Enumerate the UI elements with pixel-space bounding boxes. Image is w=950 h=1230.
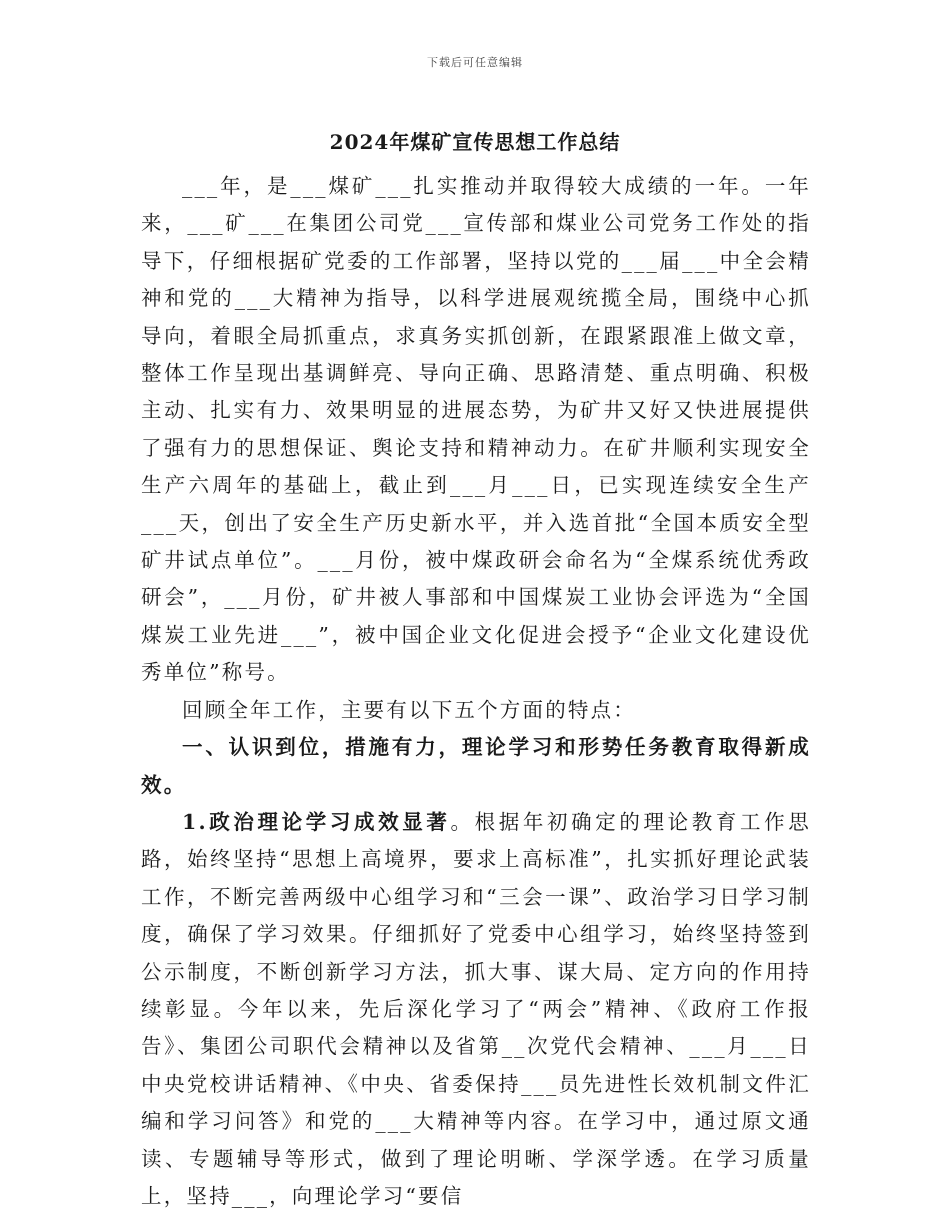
document-body [141,168,811,1215]
header-note: 下载后可任意编辑 [427,56,523,69]
intro-paragraph: ___年，是___煤矿___扎实推动并取得较大成绩的一年。一年来，___矿___在集团公司党___宣传部和煤业公司党务工作处的指导下，仔细根据矿党委的工作部署，坚持以党的___届___中全会精神和党的___大精神为指导，以科学进展观统揽全局，围绕中心抓导向，着眼全局抓重点，求真务实抓创新，在跟紧跟准上做文章，整体工作呈现出基调鲜亮、导向正确、思路清楚、重点明确、积极主动、扎实有力、效果明显的进展态势，为矿井又好又快进展提供了强有力的思想保证、舆论支持和精神动力。在矿井顺利实现安全生产六周年的基础上，截止到___月___日，已实现连续安全生产___天，创出了安全生产历史新水平，并入选首批“全国本质安全型矿井试点单位”。___月份，被中煤政研会命名为“全煤系统优秀政研会”，___月份，矿井被人事部和中国煤炭工业协会评选为“全国煤炭工业先进___”，被中国企业文化促进会授予“企业文化建设优秀单位”称号。 [141,174,811,685]
document-title: 2024年煤矿宣传思想工作总结 [329,130,621,154]
review-paragraph: 回顾全年工作，主要有以下五个方面的特点： [182,697,636,722]
section-heading: 一、认识到位，措施有力，理论学习和形势任务教育取得新成效。 [141,735,811,797]
item1-text: 。根据年初确定的理论教育工作思路，始终坚持“思想上高境界，要求上高标准”，扎实抓好理论武装工作，不断完善两级中心组学习和“三会一课”、政治学习日学习制度，确保了学习效果。仔细抓好了党委中心组学习，始终坚持签到公示制度，不断创新学习方法，抓大事、谋大局、定方向的作用持续彰显。今年以来，先后深化学习了“两会”精神、《政府工作报告》、集团公司职代会精神以及省第__次党代会精神、___月___日中央党校讲话精神、《中央、省委保持___员先进性长效机制文件汇编和学习问答》和党的___大精神等内容。在学习中，通过原文通读、专题辅导等形式，做到了理论明晰、学深学透。在学习质量上，坚持___，向理论学习“要信 [141,809,811,1208]
item1-paragraph [141,804,811,1215]
item1-heading: 1.政治理论学习成效显著 [182,809,451,834]
